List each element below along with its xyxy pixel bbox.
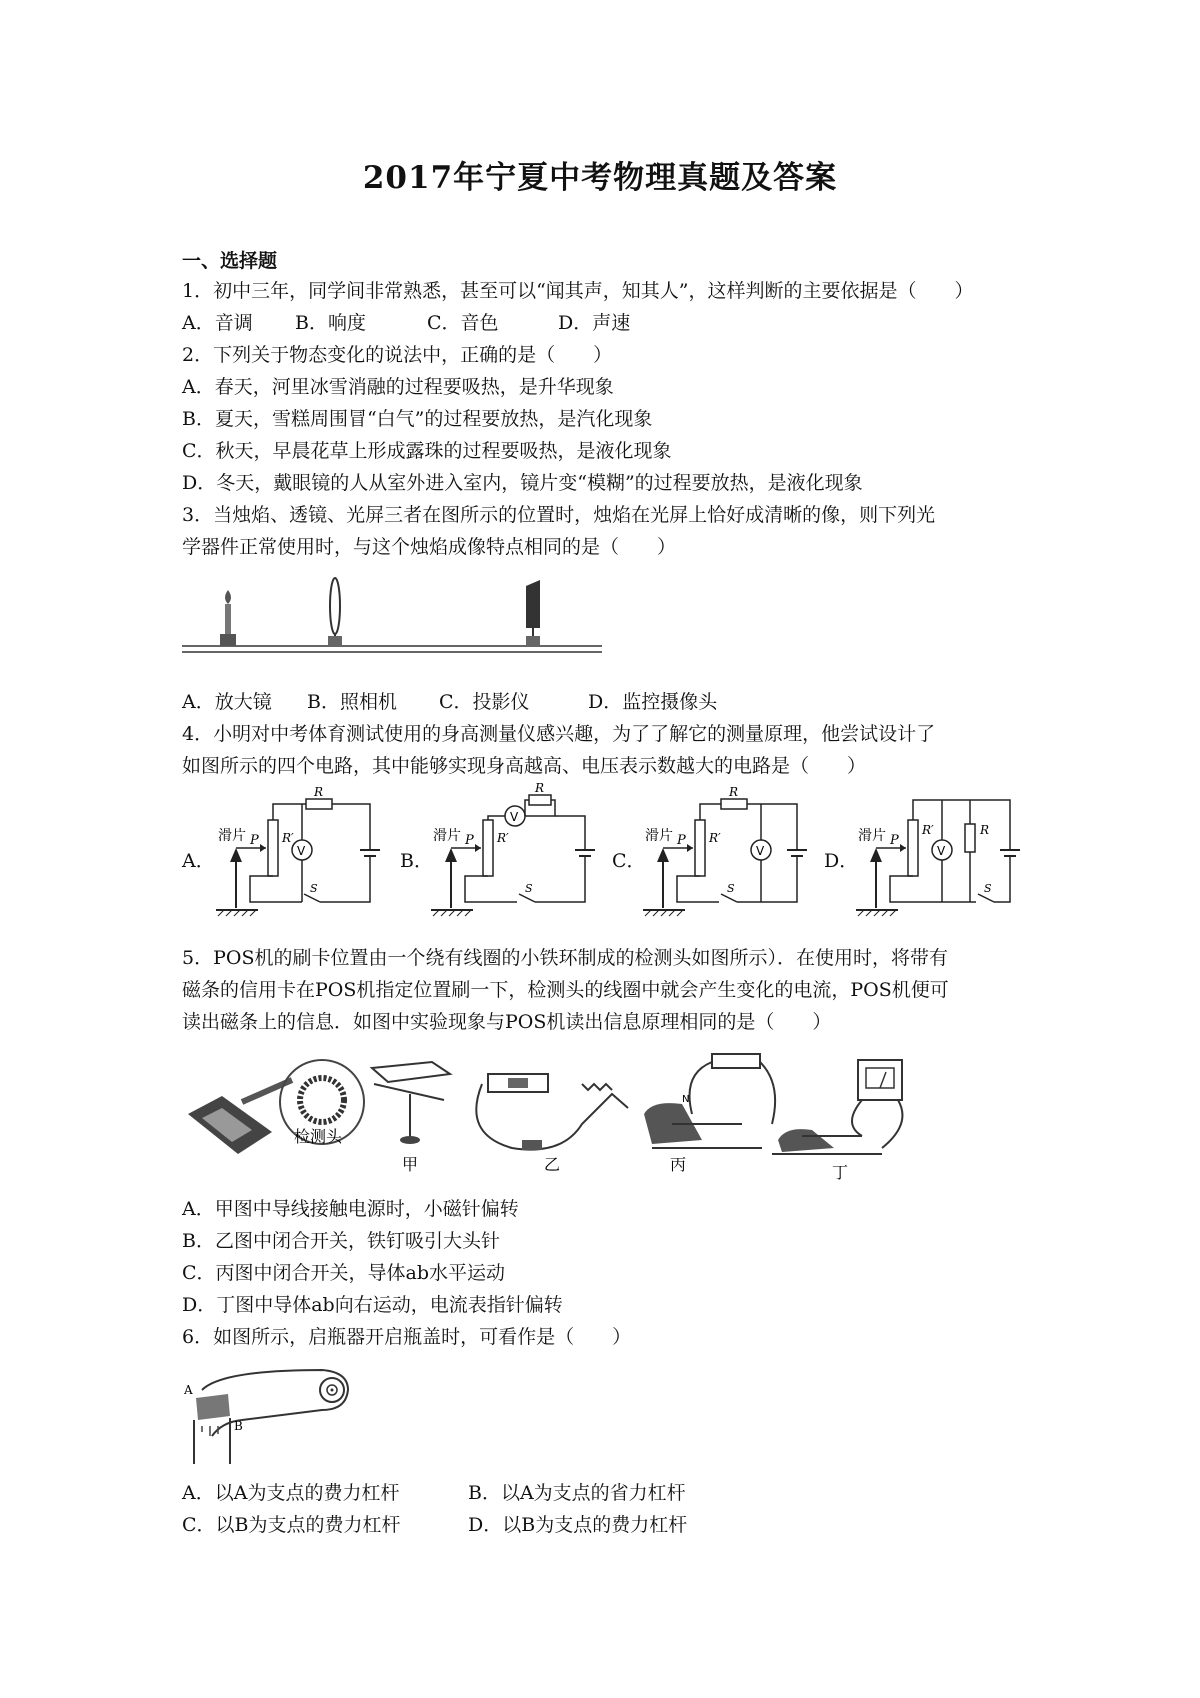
- question-3-options: [182, 690, 882, 714]
- point-a-label: A: [184, 1383, 193, 1397]
- circuit-a-s-label: S: [310, 882, 318, 895]
- q1-option-c: C．音色: [427, 312, 499, 334]
- q1-option-b: B．响度: [295, 312, 366, 334]
- detector-head-label: 检测头: [294, 1127, 343, 1146]
- pos-experiments-figure: [182, 1044, 922, 1180]
- circuit-a-r-label: R: [314, 785, 324, 799]
- circuit-b-v-label: V: [510, 810, 519, 824]
- figure-bing-label: 丙: [670, 1155, 687, 1174]
- circuit-c-rprime-label: R′: [709, 831, 721, 845]
- circuit-a-v-label: V: [297, 844, 306, 858]
- circuit-b-label: B．: [400, 850, 433, 872]
- q2-option-c: C．秋天，早晨花草上形成露珠的过程要吸热，是液化现象: [182, 440, 672, 462]
- circuit-b-rprime-label: R′: [497, 831, 509, 845]
- circuit-d-s-label: S: [984, 882, 992, 895]
- circuit-c-slider-label: 滑片: [645, 828, 673, 844]
- circuit-c-label: C．: [612, 850, 646, 872]
- question-4-stem-line-1: 4．小明对中考体育测试使用的身高测量仪感兴趣，为了了解它的测量原理，他尝试设计了: [182, 723, 936, 745]
- question-3-stem-line-1: 3．当烛焰、透镜、光屏三者在图所示的位置时，烛焰在光屏上恰好成清晰的像，则下列光: [182, 504, 936, 526]
- page-title: 2017年宁夏中考物理真题及答案: [362, 160, 838, 196]
- q5-option-d: D．丁图中导体ab向右运动，电流表指针偏转: [182, 1294, 563, 1316]
- circuit-b-r-label: R: [535, 781, 545, 795]
- question-2-stem: 2．下列关于物态变化的说法中，正确的是（ ）: [182, 344, 613, 366]
- q2-option-b: B．夏天，雪糕周围冒“白气”的过程要放热，是汽化现象: [182, 408, 653, 430]
- figure-ding-label: 丁: [832, 1163, 849, 1182]
- circuit-c-p-label: P: [677, 833, 686, 848]
- circuit-a-rprime-label: R′: [282, 831, 294, 845]
- question-6-stem: 6．如图所示，启瓶器开启瓶盖时，可看作是（ ）: [182, 1326, 632, 1348]
- q6-option-a: A．以A为支点的费力杠杆: [182, 1482, 400, 1504]
- q1-option-a: A．音调: [182, 312, 253, 334]
- circuit-d-figure: [850, 790, 1030, 920]
- question-4-stem-line-2: 如图所示的四个电路，其中能够实现身高越高、电压表示数越大的电路是（ ）: [182, 755, 867, 777]
- q2-option-a: A．春天，河里冰雪消融的过程要吸热，是升华现象: [182, 376, 614, 398]
- circuit-a-label: A．: [182, 850, 215, 872]
- circuit-c-s-label: S: [727, 882, 735, 895]
- circuit-d-v-label: V: [937, 844, 946, 858]
- q2-option-d: D．冬天，戴眼镜的人从室外进入室内，镜片变“模糊”的过程要放热，是液化现象: [182, 472, 863, 494]
- question-5-stem-line-2: 磁条的信用卡在POS机指定位置刷一下，检测头的线圈中就会产生变化的电流，POS机便可: [182, 979, 949, 1001]
- svg-text:N: N: [682, 1094, 690, 1105]
- point-b-label: B: [234, 1419, 243, 1433]
- circuit-b-figure: [425, 781, 605, 920]
- q6-option-b: B．以A为支点的省力杠杆: [468, 1482, 686, 1504]
- q3-option-c: C．投影仪: [439, 691, 530, 713]
- circuit-a-p-label: P: [250, 833, 259, 848]
- question-1-stem: 1．初中三年，同学间非常熟悉，甚至可以“闻其声，知其人”，这样判断的主要依据是（ ）: [182, 280, 974, 302]
- question-5-stem-line-1: 5．POS机的刷卡位置由一个绕有线圈的小铁环制成的检测头如图所示）．在使用时，将带有: [182, 947, 948, 969]
- question-5-stem-line-3: 读出磁条上的信息．如图中实验现象与POS机读出信息原理相同的是（ ）: [182, 1011, 832, 1033]
- bottle-opener-figure: [182, 1360, 382, 1470]
- figure-jia-label: 甲: [402, 1155, 419, 1174]
- section-heading: 一、选择题: [182, 250, 278, 272]
- question-6-options-row-1: [182, 1481, 882, 1505]
- q5-option-a: A．甲图中导线接触电源时，小磁针偏转: [182, 1198, 519, 1220]
- q6-option-d: D．以B为支点的费力杠杆: [468, 1514, 688, 1536]
- question-1-options: [182, 311, 882, 335]
- q3-option-d: D．监控摄像头: [588, 691, 718, 713]
- circuit-d-rprime-label: R′: [922, 823, 934, 837]
- circuit-a-figure: [210, 785, 390, 920]
- q3-option-b: B．照相机: [307, 691, 397, 713]
- optical-bench-figure: [182, 572, 602, 664]
- q3-option-a: A．放大镜: [182, 691, 272, 713]
- q6-option-c: C．以B为支点的费力杠杆: [182, 1514, 401, 1536]
- circuit-c-figure: [637, 785, 817, 920]
- circuit-d-label: D．: [824, 850, 859, 872]
- circuit-d-slider-label: 滑片: [858, 828, 886, 844]
- figure-yi-label: 乙: [544, 1155, 561, 1174]
- circuit-b-s-label: S: [525, 882, 533, 895]
- q1-option-d: D．声速: [558, 312, 631, 334]
- circuit-c-v-label: V: [756, 844, 765, 858]
- circuit-c-r-label: R: [729, 785, 739, 799]
- circuit-d-p-label: P: [890, 833, 899, 848]
- circuit-b-p-label: P: [465, 833, 474, 848]
- question-3-stem-line-2: 学器件正常使用时，与这个烛焰成像特点相同的是（ ）: [182, 536, 677, 558]
- circuit-a-slider-label: 滑片: [218, 828, 246, 844]
- q5-option-c: C．丙图中闭合开关，导体ab水平运动: [182, 1262, 506, 1284]
- circuit-b-slider-label: 滑片: [433, 828, 461, 844]
- question-6-options-row-2: [182, 1513, 882, 1537]
- q5-option-b: B．乙图中闭合开关，铁钉吸引大头针: [182, 1230, 500, 1252]
- circuit-d-r-label: R: [980, 823, 990, 837]
